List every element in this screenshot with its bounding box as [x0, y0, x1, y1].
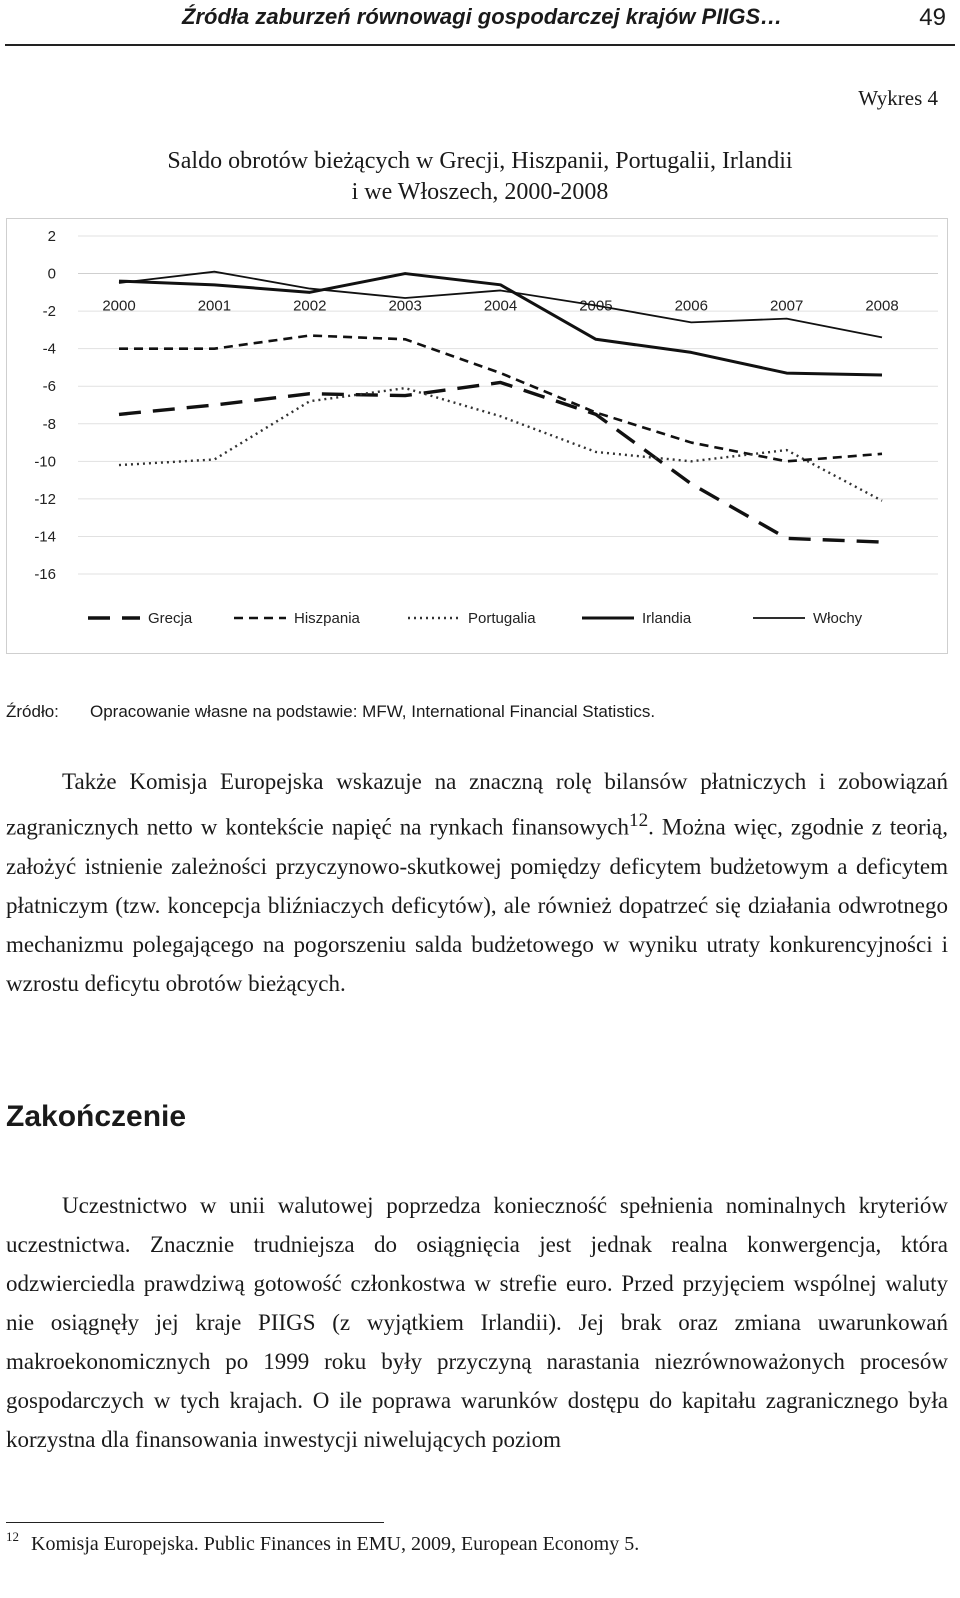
header-rule — [5, 44, 955, 46]
y-tick-label: -2 — [42, 303, 56, 321]
footnote-rule — [6, 1522, 384, 1523]
figure-title-line-2: i we Włoszech, 2000-2008 — [351, 179, 609, 205]
running-title: Źródła zaburzeń równowagi gospodarczej krajów PIIGS… — [182, 4, 783, 29]
y-tick-label: -16 — [34, 566, 56, 583]
body-paragraph-1 — [6, 762, 948, 1003]
x-tick-label: 2002 — [293, 297, 327, 315]
x-tick-label: 2000 — [102, 297, 136, 315]
y-tick-label: 2 — [47, 228, 56, 245]
figure-source — [6, 702, 655, 722]
figure-title — [0, 146, 960, 208]
legend-label: Włochy — [813, 610, 863, 627]
paragraph-2-text: Uczestnictwo w unii walutowej poprzedza konieczność spełnienia nominalnych kryteriów uczestnictwa. Znacznie trudniejsza do osiągnięcia jest jednak realna konwergencja, która odzwierciedla prawdziwą gotowość członkostwa w strefie euro. Przed przyjęciem wspólnej waluty nie osiągnęły jej kraje PIIGS (z wyjątkiem Irlandii). Jej brak oraz zmiana uwarunkowań makroekonomicznych po 1999 roku były przyczyną narastania niezrównoważonych procesów gospodarczych w tych krajach. O ile poprawa warunków dostępu do kapitału zagranicznego była korzystna dla finansowania inwestycji niwelujących poziom — [6, 1193, 948, 1452]
y-tick-label: -10 — [34, 453, 56, 471]
source-text: Opracowanie własne na podstawie: MFW, International Financial Statistics. — [90, 702, 656, 721]
x-tick-label: 2003 — [388, 297, 422, 315]
x-tick-label: 2006 — [674, 297, 708, 315]
source-label: Źródło: — [6, 702, 59, 721]
figure-label: Wykres 4 — [858, 86, 938, 110]
paragraph-1-end: . Można więc, zgodnie z teorią, założyć istnienie zależności przyczynowo-skutkowej pomiędzy deficytem budżetowym a deficytem płatniczym (tzw. koncepcja bliźniaczych deficytów), ale również dopatrzeć się działania odwrotnego mechanizmu polegającego na pogorszeniu salda budżetowego w wyniku utraty konkurencyjności i wzrostu deficytu obrotów bieżących. — [6, 814, 948, 996]
y-tick-label: 0 — [47, 265, 56, 283]
x-tick-labels — [102, 298, 898, 315]
body-paragraph-2 — [6, 1186, 948, 1459]
legend-label: Irlandia — [642, 610, 692, 627]
y-tick-label: -4 — [42, 340, 56, 358]
y-tick-label: -8 — [42, 415, 56, 433]
legend-label: Portugalia — [468, 610, 536, 627]
line-chart — [6, 218, 948, 654]
running-head — [0, 0, 960, 40]
figure-title-line-1: Saldo obrotów bieżących w Grecji, Hiszpanii, Portugalii, Irlandii — [167, 148, 793, 174]
x-tick-label: 2005 — [579, 297, 613, 315]
y-tick-label: -6 — [42, 378, 56, 396]
legend-label: Hiszpania — [294, 610, 360, 627]
y-tick-label: -12 — [34, 490, 56, 508]
footnote-number: 12 — [6, 1529, 19, 1544]
footnote-text: Komisja Europejska. Public Finances in EMU, 2009, European Economy 5. — [31, 1533, 640, 1555]
section-heading: Zakończenie — [6, 1100, 187, 1133]
x-tick-label: 2001 — [197, 297, 232, 315]
legend-label: Grecja — [148, 610, 193, 627]
x-tick-label: 2004 — [483, 297, 518, 315]
y-tick-label: -14 — [34, 528, 56, 546]
chart-svg — [6, 218, 948, 654]
footnote — [6, 1529, 640, 1556]
footnote-ref-12: 12 — [628, 810, 649, 831]
page-number: 49 — [919, 4, 946, 31]
paragraph-1-text — [6, 762, 948, 1003]
x-tick-label: 2008 — [865, 297, 899, 315]
paragraph-1-start: Także Komisja Europejska wskazuje na znaczną rolę bilansów płatniczych i zobowiązań zagranicznych netto w kontekście napięć na rynkach finansowych — [6, 769, 948, 840]
x-tick-label: 2007 — [769, 297, 804, 315]
chart-frame — [7, 219, 948, 654]
